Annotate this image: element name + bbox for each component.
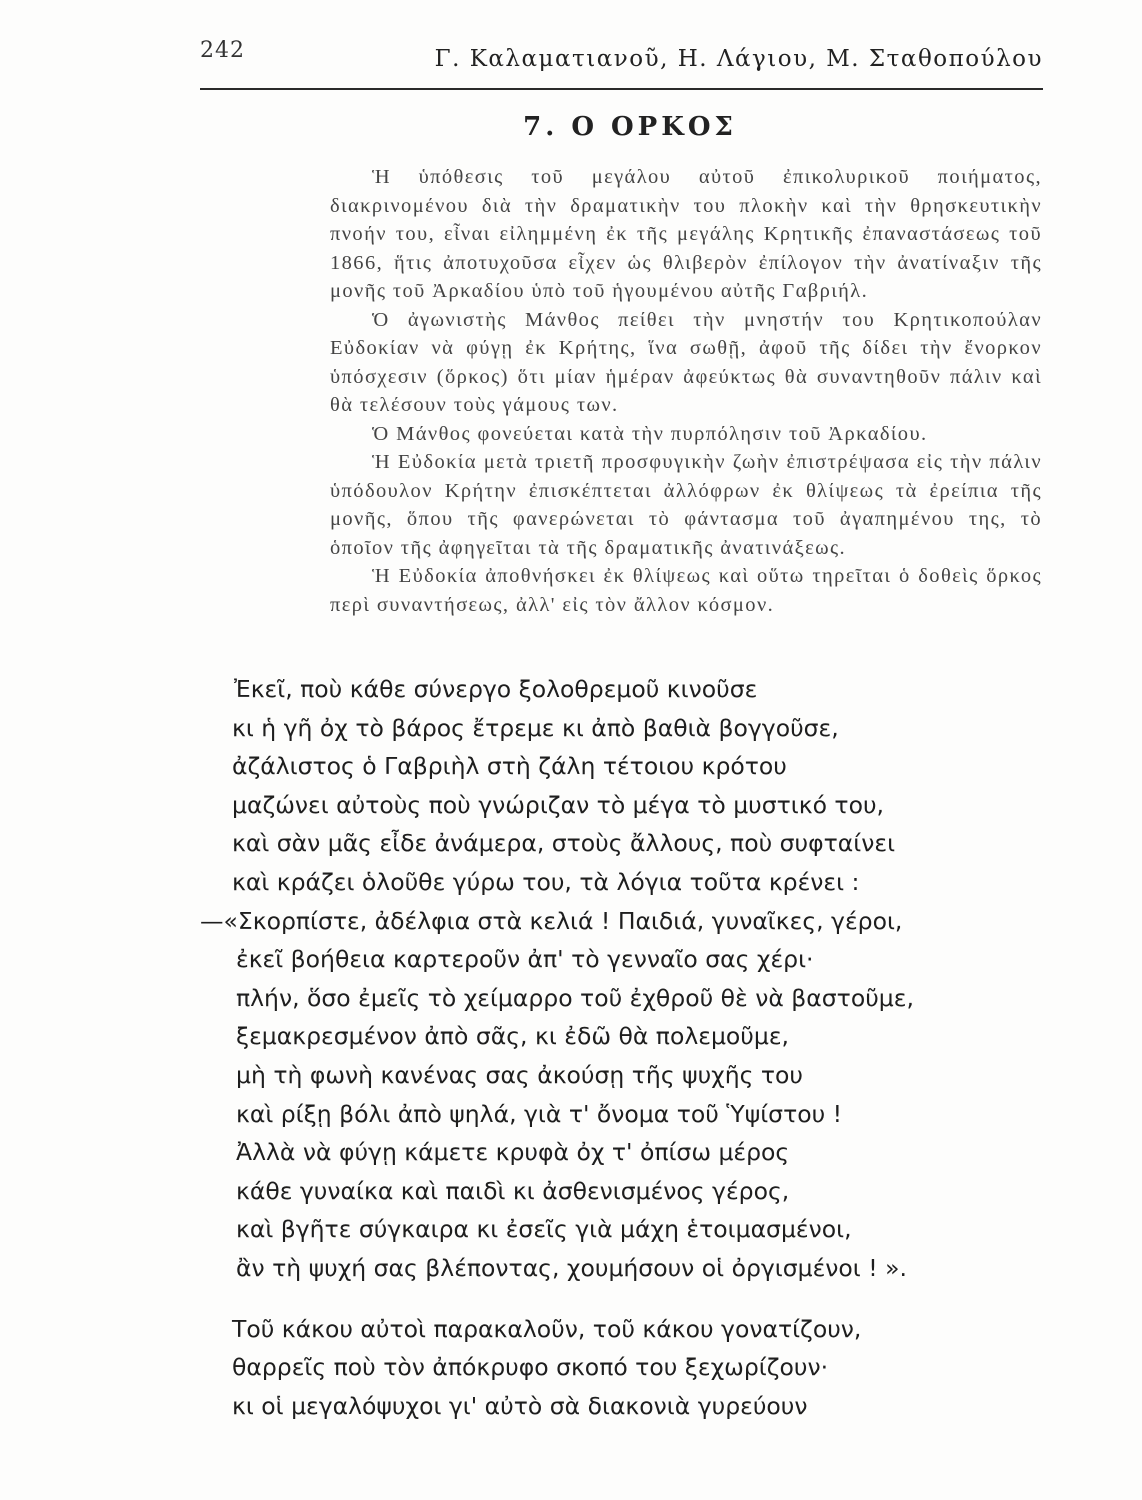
page-header (200, 38, 1043, 90)
section-title: 7. Ο ΟΡΚΟΣ (523, 112, 737, 142)
poem-line: ξεμακρεσμένον ἀπὸ σᾶς, κι ἐδῶ θὰ πολεμοῦμε, (236, 1022, 789, 1051)
poem-line: —«Σκορπίστε, ἀδέλφια στὰ κελιά ! Παιδιά, γυναῖκες, γέροι, (200, 906, 903, 935)
poem-line: ἀζάλιστος ὁ Γαβριὴλ στὴ ζάλη τέτοιου κρότου (232, 752, 787, 781)
poem-line: μὴ τὴ φωνὴ κανένας σας ἀκούσῃ τῆς ψυχῆς του (236, 1060, 804, 1089)
poem-line: κι οἱ μεγαλόψυχοι γι' αὐτὸ σὰ διακονιὰ γυρεύουν (232, 1391, 808, 1420)
poem-line: Τοῦ κάκου αὐτοὶ παρακαλοῦν, τοῦ κάκου γονατίζουν, (232, 1314, 862, 1343)
stanza-gap (200, 1288, 1100, 1310)
poem-line: Ἀλλὰ νὰ φύγῃ κάμετε κρυφὰ ὀχ τ' ὀπίσω μέρος (236, 1138, 790, 1167)
summary-paragraph: Ἡ ὑπόθεσις τοῦ μεγάλου αὐτοῦ ἐπικολυρικοῦ ποιήματος, διακρινομένου διὰ τὴν δραματικὴν του πλοκὴν καὶ τὴν θρησκευτικὴν πνοήν του, εἶναι εἰλημμένη ἐκ τῆς μεγάλης Κρητικῆς ἐπαναστάσεως τοῦ 1866, ἥτις ἀποτυχοῦσα εἶχεν ὡς θλιβερὸν ἐπίλογον τὴν ἀνατίναξιν τῆς μονῆς τοῦ Ἀρκαδίου ὑπὸ τοῦ ἡγουμένου αὐτῆς Γαβριήλ. (330, 166, 1042, 302)
page-number: 242 (200, 38, 245, 63)
poem-line: Ἐκεῖ, ποὺ κάθε σύνεργο ξολοθρεμοῦ κινοῦσε (234, 675, 758, 703)
summary-paragraph: Ἡ Εὐδοκία ἀποθνήσκει ἐκ θλίψεως καὶ οὕτω τηρεῖται ὁ δοθεὶς ὅρκος περὶ συναντήσεως, ἀλλ' εἰς τὸν ἄλλον κόσμον. (330, 565, 1042, 616)
poem-line: κι ἡ γῆ ὀχ τὸ βάρος ἔτρεμε κι ἀπὸ βαθιὰ βογγοῦσε, (232, 713, 839, 742)
poem-stanza (200, 670, 1100, 1288)
poem-line: καὶ ρίξῃ βόλι ἀπὸ ψηλά, γιὰ τ' ὄνομα τοῦ Ὑψίστου ! (236, 1099, 843, 1128)
running-head: Γ. Καλαματιανοῦ, Η. Λάγιου, Μ. Σταθοπούλου (434, 46, 1043, 72)
summary-paragraph: Ὁ Μάνθος φονεύεται κατὰ τὴν πυρπόλησιν τοῦ Ἀρκαδίου. (372, 422, 928, 445)
poem (200, 670, 1100, 1425)
poem-line: θαρρεῖς ποὺ τὸν ἀπόκρυφο σκοπό του ξεχωρίζουν· (232, 1353, 829, 1382)
poem-line: μαζώνει αὐτοὺς ποὺ γνώριζαν τὸ μέγα τὸ μυστικό του, (232, 790, 885, 819)
summary-paragraph: Ὁ ἀγωνιστὴς Μάνθος πείθει τὴν μνηστήν του Κρητικοπούλαν Εὐδοκίαν νὰ φύγῃ ἐκ Κρήτης, ἵνα σωθῇ, ἀφοῦ τῆς δίδει τὴν ἔνορκον ὑπόσχεσιν (ὅρκος) ὅτι μίαν ἡμέραν ἀφεύκτως θὰ συναντηθοῦν πάλιν καὶ θὰ τελέσουν τοὺς γάμους των. (330, 308, 1042, 416)
poem-line: καὶ κράζει ὁλοῦθε γύρω του, τὰ λόγια τοῦτα κρένει : (232, 867, 860, 896)
summary-paragraph: Ἡ Εὐδοκία μετὰ τριετῆ προσφυγικὴν ζωὴν ἐπιστρέψασα εἰς τὴν πάλιν ὑπόδουλον Κρήτην ἐπισκέπτεται ἀλλόφρων ἐκ θλίψεως τὰ ἐρείπια τῆς μονῆς, ὅπου τῆς φανερώνεται τὸ φάντασμα τοῦ ἀγαπημένου της, τὸ ὁποῖον τῆς ἀφηγεῖται τὰ τῆς δραματικῆς ἀνατινάξεως. (330, 451, 1042, 559)
poem-line: καὶ σὰν μᾶς εἶδε ἀνάμερα, στοὺς ἄλλους, ποὺ συφταίνει (232, 829, 896, 858)
poem-stanza (200, 1310, 1100, 1426)
poem-line: ἐκεῖ βοήθεια καρτεροῦν ἀπ' τὸ γενναῖο σας χέρι· (236, 945, 814, 974)
poem-line: ἂν τὴ ψυχή σας βλέποντας, χουμήσουν οἱ ὀργισμένοι ! ». (236, 1253, 907, 1282)
poem-line: καὶ βγῆτε σύγκαιρα κι ἐσεῖς γιὰ μάχη ἑτοιμασμένοι, (236, 1215, 852, 1244)
poem-line: πλήν, ὅσο ἐμεῖς τὸ χείμαρρο τοῦ ἐχθροῦ θὲ νὰ βαστοῦμε, (236, 983, 914, 1012)
poem-line: κάθε γυναίκα καὶ παιδὶ κι ἀσθενισμένος γέρος, (236, 1176, 790, 1205)
summary-text (330, 163, 1042, 619)
